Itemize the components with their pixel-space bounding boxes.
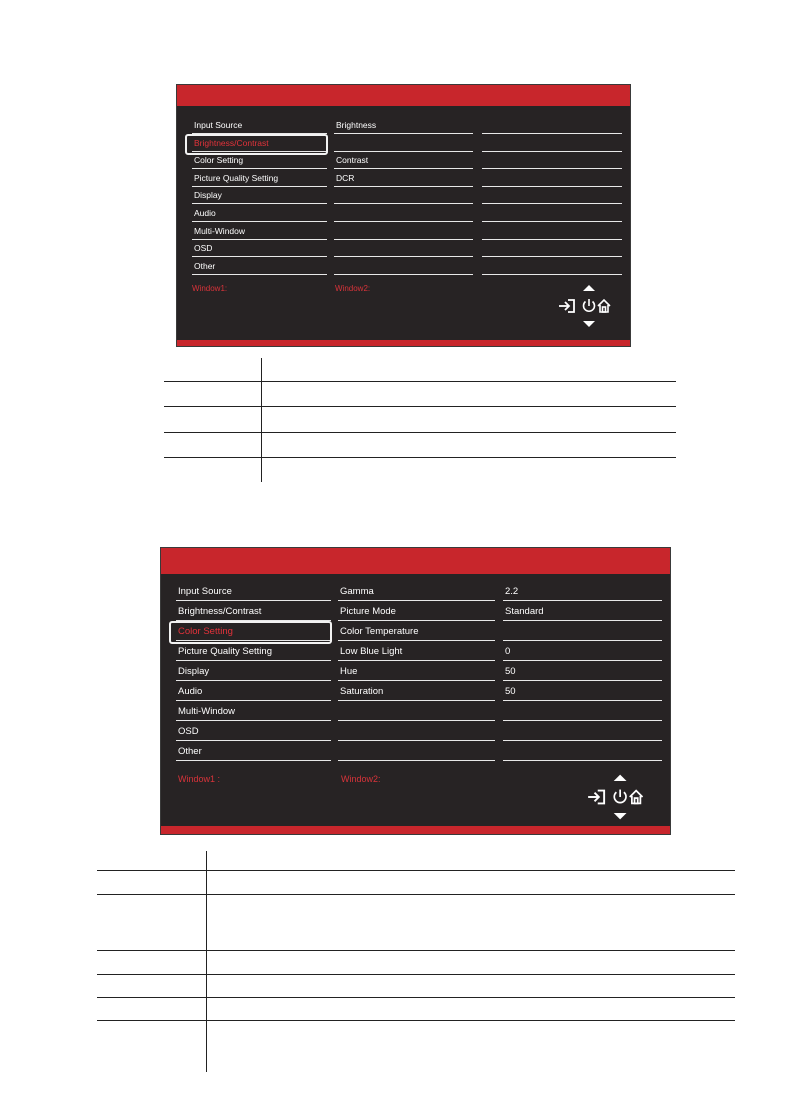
option-empty[interactable] [334, 260, 473, 275]
table-row-divider [164, 381, 676, 382]
osd-footer-bar [177, 340, 630, 346]
option-empty[interactable] [334, 207, 473, 222]
option-empty[interactable] [338, 724, 495, 741]
option-empty[interactable] [334, 137, 473, 152]
option-empty[interactable] [334, 242, 473, 257]
value-empty[interactable] [503, 724, 662, 741]
value-empty[interactable] [503, 744, 662, 761]
option-value[interactable]: 2.2 [503, 584, 662, 601]
value-empty[interactable] [482, 137, 622, 152]
menu-item-input-source[interactable]: Input Source [176, 584, 331, 601]
menu-item-input-source[interactable]: Input Source [192, 119, 327, 134]
table-column-divider [206, 851, 207, 1072]
menu-item-other[interactable]: Other [176, 744, 331, 761]
up-arrow-icon[interactable] [583, 285, 595, 291]
selection-highlight [185, 134, 328, 155]
value-empty[interactable] [482, 207, 622, 222]
option-empty[interactable] [338, 704, 495, 721]
input-icon[interactable] [588, 791, 604, 804]
up-arrow-icon[interactable] [614, 775, 627, 781]
menu-item-brightness-contrast[interactable]: Brightness/Contrast [192, 137, 327, 152]
menu-item-audio[interactable]: Audio [192, 207, 327, 222]
value-empty[interactable] [482, 189, 622, 204]
table-row-divider [97, 870, 735, 871]
option-color-temperature[interactable]: Color Temperature [338, 624, 495, 641]
option-gamma[interactable]: Gamma [338, 584, 495, 601]
option-saturation[interactable]: Saturation [338, 684, 495, 701]
table-row-divider [164, 432, 676, 433]
power-icon[interactable] [584, 299, 595, 311]
value-empty[interactable] [482, 242, 622, 257]
osd-header-bar [177, 85, 630, 106]
osd-screen-brightness-contrast [176, 84, 631, 347]
table-row-divider [164, 457, 676, 458]
option-empty[interactable] [338, 744, 495, 761]
option-brightness[interactable]: Brightness [334, 119, 473, 134]
menu-item-picture-quality-setting[interactable]: Picture Quality Setting [192, 172, 327, 187]
selection-highlight [169, 621, 332, 644]
window1-label: Window1: [192, 284, 228, 293]
input-icon[interactable] [559, 300, 574, 312]
option-value[interactable]: 50 [503, 664, 662, 681]
menu-item-audio[interactable]: Audio [176, 684, 331, 701]
osd-header-bar [161, 548, 670, 574]
value-empty[interactable] [482, 225, 622, 240]
value-empty[interactable] [482, 154, 622, 169]
table-row-divider [97, 950, 735, 951]
option-contrast[interactable]: Contrast [334, 154, 473, 169]
table-row-divider [97, 894, 735, 895]
value-empty[interactable] [503, 624, 662, 641]
option-empty[interactable] [334, 225, 473, 240]
value-empty[interactable] [503, 704, 662, 721]
menu-item-osd[interactable]: OSD [176, 724, 331, 741]
table-row-divider [97, 974, 735, 975]
value-empty[interactable] [482, 260, 622, 275]
window2-label: Window2: [335, 284, 371, 293]
option-empty[interactable] [334, 189, 473, 204]
option-value[interactable]: 0 [503, 644, 662, 661]
osd-footer-bar [161, 826, 670, 834]
menu-item-brightness-contrast[interactable]: Brightness/Contrast [176, 604, 331, 621]
menu-item-other[interactable]: Other [192, 260, 327, 275]
window2-label: Window2: [341, 774, 381, 784]
down-arrow-icon[interactable] [614, 813, 627, 819]
window1-label: Window1 : [178, 774, 221, 784]
menu-item-display[interactable]: Display [192, 189, 327, 204]
menu-item-multi-window[interactable]: Multi-Window [176, 704, 331, 721]
menu-item-color-setting[interactable]: Color Setting [176, 624, 331, 641]
menu-item-osd[interactable]: OSD [192, 242, 327, 257]
osd-screen-color-setting [160, 547, 671, 835]
value-empty[interactable] [482, 172, 622, 187]
menu-item-display[interactable]: Display [176, 664, 331, 681]
nav-buttons [586, 774, 650, 820]
table-row-divider [164, 406, 676, 407]
option-value[interactable]: Standard [503, 604, 662, 621]
menu-item-multi-window[interactable]: Multi-Window [192, 225, 327, 240]
table-row-divider [97, 1020, 735, 1021]
value-empty[interactable] [482, 119, 622, 134]
home-icon[interactable] [630, 791, 643, 804]
table-row-divider [97, 997, 735, 998]
option-dcr[interactable]: DCR [334, 172, 473, 187]
down-arrow-icon[interactable] [583, 321, 595, 327]
power-icon[interactable] [614, 790, 626, 803]
option-hue[interactable]: Hue [338, 664, 495, 681]
nav-buttons [557, 285, 617, 327]
menu-item-color-setting[interactable]: Color Setting [192, 154, 327, 169]
table-column-divider [261, 358, 262, 482]
option-picture-mode[interactable]: Picture Mode [338, 604, 495, 621]
option-value[interactable]: 50 [503, 684, 662, 701]
home-icon[interactable] [598, 300, 610, 312]
option-low-blue-light[interactable]: Low Blue Light [338, 644, 495, 661]
menu-item-picture-quality-setting[interactable]: Picture Quality Setting [176, 644, 331, 661]
